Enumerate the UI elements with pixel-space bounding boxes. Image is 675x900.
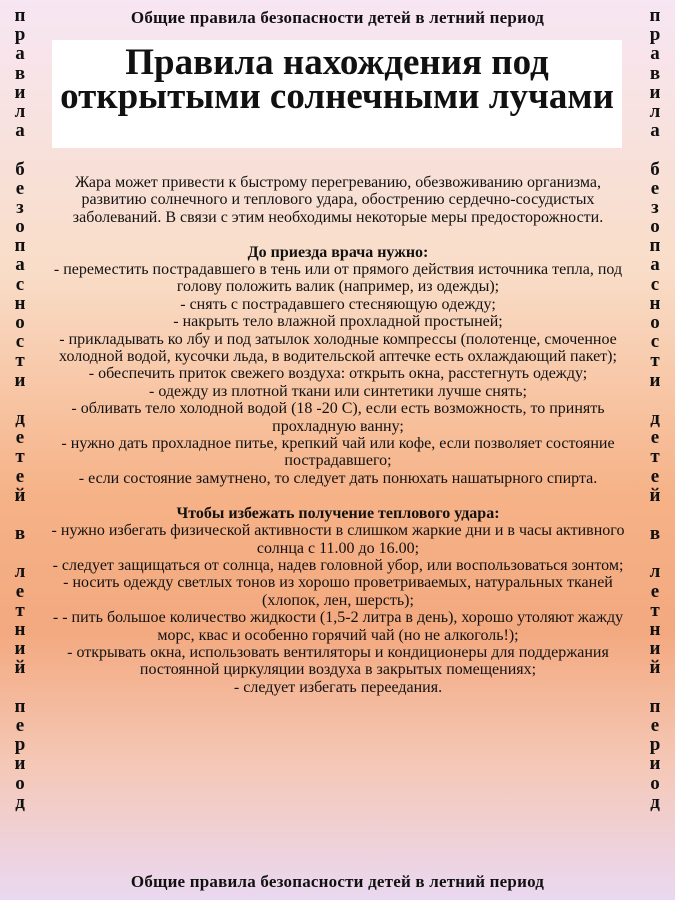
vertical-letter: в	[14, 523, 26, 545]
vertical-letter: о	[15, 772, 25, 794]
vertical-letter: а	[15, 254, 25, 276]
vertical-letter: и	[649, 753, 661, 775]
vertical-letter: б	[650, 158, 660, 180]
list-item: - нужно дать прохладное питье, крепкий чай или кофе, если позволяет состояние пострадавшего;	[61, 435, 615, 470]
vertical-letter: с	[15, 331, 25, 353]
vertical-letter: т	[650, 446, 660, 468]
list-item: - прикладывать ко лбу и под затылок холодные компрессы (полотенце, смоченное холодной водой, кусочки льда, в водительской аптечке есть охлаждающий пакет);	[59, 330, 617, 366]
right-vertical-banner	[641, 6, 669, 890]
left-vertical-banner	[6, 6, 34, 890]
main-content	[48, 174, 628, 696]
vertical-letter: с	[650, 273, 660, 295]
vertical-letter: р	[14, 24, 26, 46]
vertical-letter: п	[14, 695, 26, 717]
vertical-letter: п	[649, 5, 661, 26]
vertical-letter: в	[649, 523, 661, 545]
vertical-letter: с	[650, 331, 660, 353]
vertical-letter: д	[650, 407, 660, 429]
list-item: - снять с пострадавшего стесняющую одежду;	[180, 295, 496, 313]
vertical-letter: и	[649, 81, 661, 103]
vertical-letter: й	[14, 657, 26, 679]
vertical-letter: а	[650, 43, 660, 65]
list-item: - переместить пострадавшего в тень или от прямого действия источника тепла, под голову положить валик (например, из одежды);	[53, 261, 623, 296]
list-item: - следует избегать переедания.	[233, 678, 443, 696]
vertical-letter: и	[649, 638, 661, 660]
list-item: - одежду из плотной ткани или синтетики лучше снять;	[149, 382, 527, 400]
vertical-letter: т	[650, 599, 660, 621]
vertical-letter: л	[14, 561, 26, 583]
vertical-letter: з	[16, 196, 24, 218]
vertical-letter: и	[649, 369, 661, 391]
vertical-letter: й	[649, 657, 661, 679]
vertical-letter: о	[650, 216, 660, 238]
vertical-letter: н	[14, 619, 26, 640]
vertical-letter: д	[15, 791, 25, 813]
vertical-letter: е	[650, 465, 660, 487]
vertical-letter: о	[650, 312, 660, 333]
vertical-letter: н	[649, 619, 661, 640]
list-item: - открывать окна, использовать вентиляторы и кондиционеры для поддержания постоянной циркуляции воздуха в закрытых помещениях;	[67, 643, 609, 679]
section-heading-first-aid: До приезда врача нужно:	[247, 243, 429, 261]
vertical-letter: н	[649, 292, 661, 314]
intro-paragraph: Жара может привести к быстрому перегреванию, обезвоживанию организма, развитию солнечного и теплового удара, обострению сердечно-сосудистых заболеваний. В связи с этим необходимы некоторые меры предосторожности.	[72, 174, 604, 226]
vertical-letter: о	[15, 216, 25, 238]
list-item: - - пить большое количество жидкости (1,5-2 литра в день), хорошо утоляют жажду морс, квас и особенно горячий чай (но не алкоголь!);	[52, 609, 624, 644]
vertical-letter: е	[15, 714, 25, 736]
vertical-letter: и	[14, 638, 26, 660]
vertical-letter: п	[14, 235, 26, 257]
vertical-letter: й	[649, 484, 661, 506]
vertical-letter: е	[650, 427, 660, 449]
vertical-letter: е	[650, 714, 660, 736]
page-title: Правила нахождения под открытыми солнечными лучами	[52, 40, 622, 148]
list-item: - обеспечить приток свежего воздуха: открыть окна, расстегнуть одежду;	[88, 365, 588, 383]
vertical-letter: о	[15, 312, 25, 333]
vertical-letter: е	[15, 465, 25, 487]
vertical-letter: а	[650, 254, 660, 276]
vertical-letter: и	[14, 81, 26, 103]
vertical-letter: т	[15, 599, 25, 621]
vertical-letter: т	[650, 350, 660, 372]
list-item: - накрыть тело влажной прохладной простыней;	[173, 313, 503, 331]
vertical-letter: о	[650, 772, 660, 794]
vertical-letter: е	[650, 177, 660, 199]
vertical-letter: д	[15, 407, 25, 429]
vertical-letter: и	[14, 369, 26, 391]
vertical-letter: л	[649, 561, 661, 583]
vertical-letter: и	[14, 753, 26, 775]
vertical-letter: р	[649, 734, 661, 756]
list-item: - следует защищаться от солнца, надев головной убор, или воспользоваться зонтом;	[52, 556, 624, 574]
vertical-letter: а	[15, 120, 25, 142]
header-banner: Общие правила безопасности детей в летний период	[130, 8, 545, 27]
vertical-letter: с	[15, 273, 25, 295]
vertical-letter: й	[14, 484, 26, 506]
vertical-letter: т	[15, 446, 25, 468]
vertical-letter: а	[15, 43, 25, 65]
vertical-letter: а	[650, 120, 660, 142]
vertical-letter: п	[649, 235, 661, 257]
vertical-letter: в	[649, 62, 661, 84]
vertical-letter: л	[649, 100, 661, 122]
vertical-letter: в	[14, 62, 26, 84]
vertical-letter: р	[649, 24, 661, 46]
vertical-letter: е	[15, 580, 25, 602]
list-item: - если состояние замутнено, то следует дать понюхать нашатырного спирта.	[78, 469, 598, 487]
vertical-letter: п	[14, 5, 26, 26]
section-heading-prevention: Чтобы избежать получение теплового удара:	[176, 504, 500, 522]
footer-banner: Общие правила безопасности детей в летний период	[130, 872, 545, 891]
vertical-letter: б	[15, 158, 25, 180]
list-item: - нужно избегать физической активности в слишком жаркие дни и в часы активного солнца с 11.00 до 16.00;	[51, 522, 625, 557]
vertical-letter: п	[649, 695, 661, 717]
vertical-letter: н	[14, 292, 26, 314]
vertical-letter: е	[15, 177, 25, 199]
vertical-letter: т	[15, 350, 25, 372]
list-item: - носить одежду светлых тонов из хорошо проветриваемых, натуральных тканей (хлопок, лен, шерсть);	[63, 574, 613, 609]
vertical-letter: з	[651, 196, 659, 218]
vertical-letter: л	[14, 100, 26, 122]
vertical-letter: е	[15, 427, 25, 449]
vertical-letter: е	[650, 580, 660, 602]
vertical-letter: р	[14, 734, 26, 756]
vertical-letter: д	[650, 791, 660, 813]
list-item: - обливать тело холодной водой (18 -20 С), если есть возможность, то принять прохладную ванну;	[71, 400, 605, 435]
